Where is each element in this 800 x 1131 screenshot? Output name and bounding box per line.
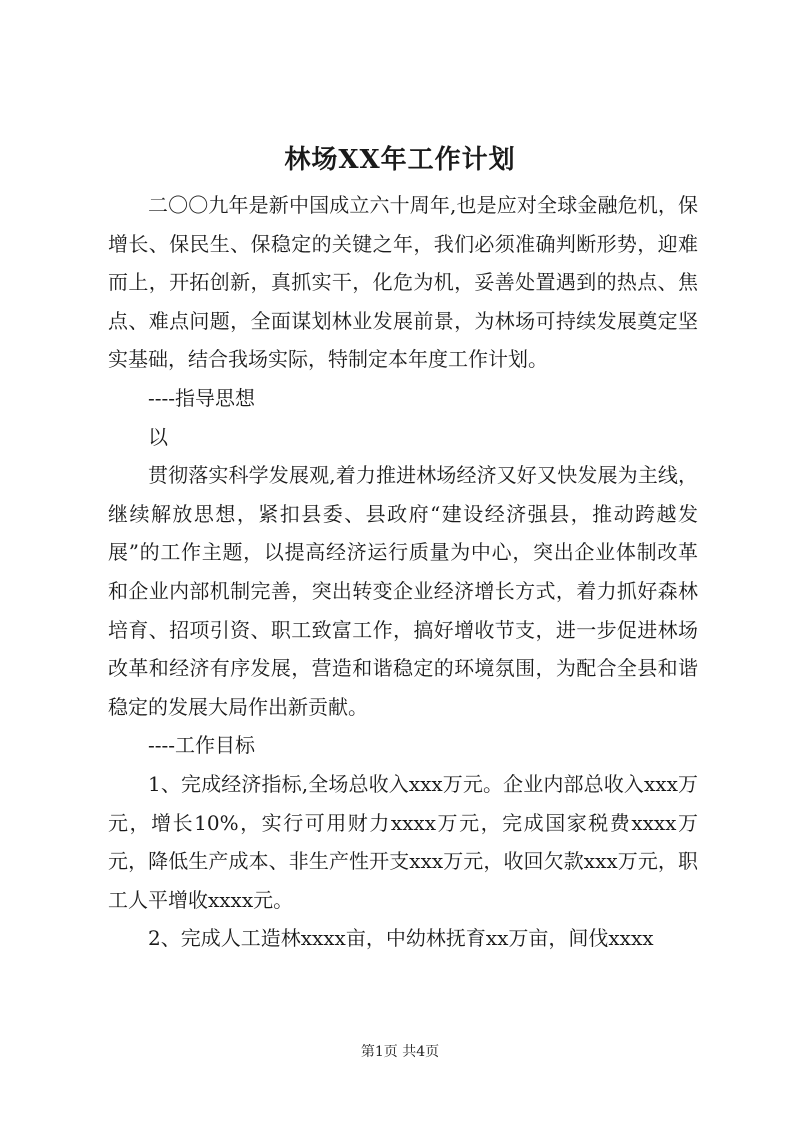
paragraph-guiding-thought: 贯彻落实科学发展观,着力推进林场经济又好又快发展为主线，继续解放思想，紧扣县委、县政府“建设经济强县，推动跨越发展”的工作主题，以提高经济运行质量为中心，突出企业体制改革和企业内部机制完善，突出转变企业经济增长方式，着力抓好森林培育、招项引资、职工致富工作，搞好增收节支，进一步促进林场改革和经济有序发展，营造和谐稳定的环境氛围，为配合全县和谐稳定的发展大局作出新贡献。 bbox=[108, 463, 698, 719]
section-heading-guiding-thought: ----指导思想 bbox=[148, 385, 256, 410]
section-heading-work-goals: ----工作目标 bbox=[148, 733, 256, 758]
paragraph-intro: 二〇〇九年是新中国成立六十周年,也是应对全球金融危机，保增长、保民生、保稳定的关键之年，我们必须准确判断形势，迎难而上，开拓创新，真抓实干，化危为机，妥善处置遇到的热点、焦点、难点问题，全面谋划林业发展前景，为林场可持续发展奠定坚实基础，结合我场实际，特制定本年度工作计划。 bbox=[108, 193, 698, 372]
paragraph-fragment: 以 bbox=[148, 424, 168, 449]
document-body bbox=[108, 186, 698, 958]
paragraph-goal-1: 1、完成经济指标,全场总收入xxx万元。企业内部总收入xxx万元，增长10%，实行可用财力xxxx万元，完成国家税费xxxx万元，降低生产成本、非生产性开支xxx万元，收回欠款xxx万元，职工人平增收xxxx元。 bbox=[108, 771, 698, 912]
page-footer: 第1页 共4页 bbox=[360, 1044, 440, 1060]
document-title: 林场XX年工作计划 bbox=[284, 145, 516, 175]
paragraph-goal-2: 2、完成人工造林xxxx亩，中幼林抚育xx万亩，间伐xxxx bbox=[148, 926, 654, 951]
